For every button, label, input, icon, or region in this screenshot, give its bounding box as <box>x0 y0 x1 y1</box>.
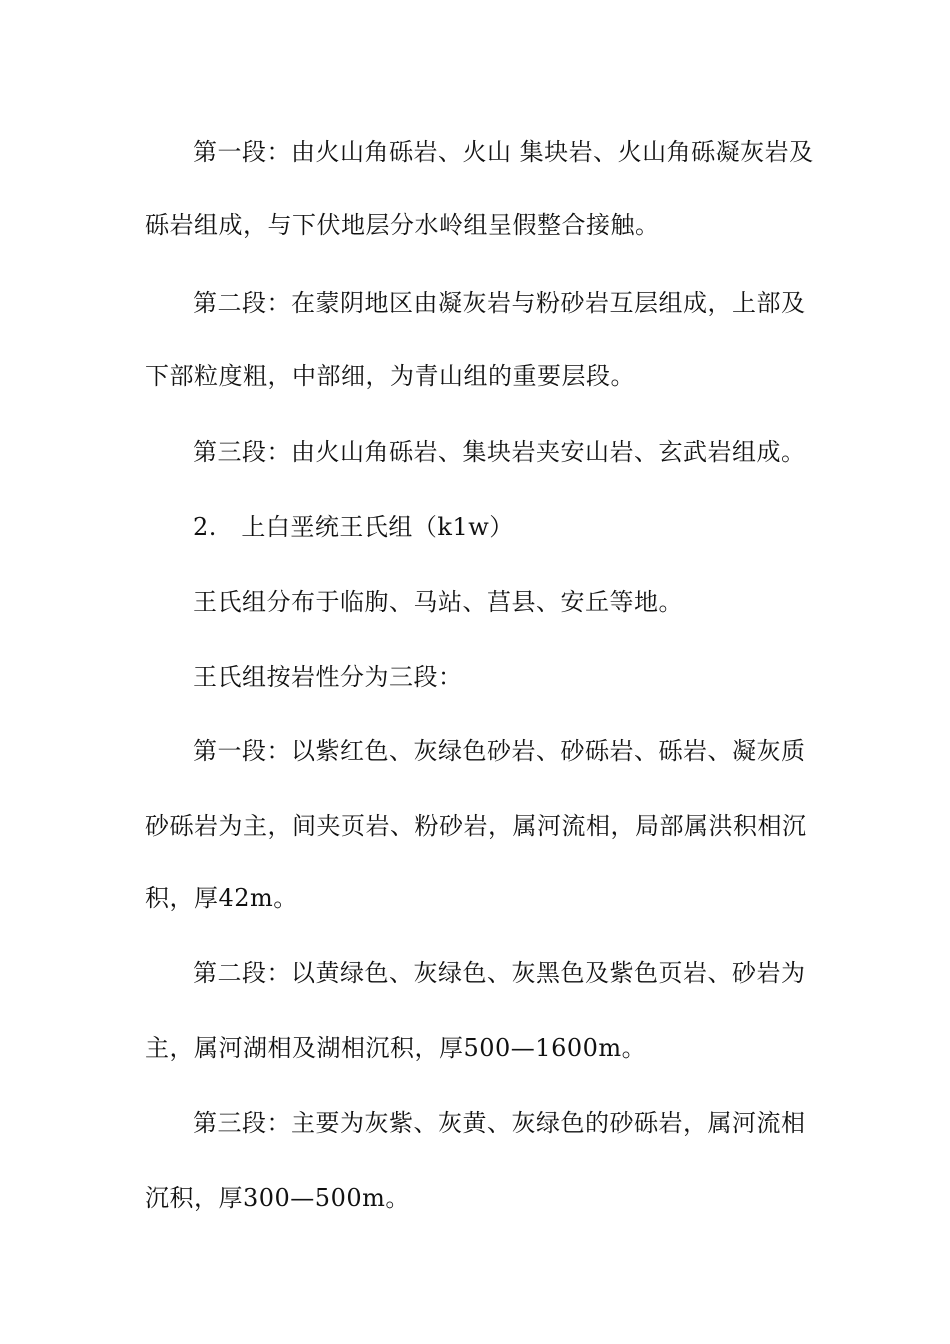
paragraph-line: 第三段：主要为灰紫、灰黄、灰绿色的砂砾岩，属河流相 <box>193 1109 806 1137</box>
paragraph-line: 主，属河湖相及湖相沉积，厚500—1600m。 <box>145 1034 647 1062</box>
paragraph-line: 王氏组分布于临朐、马站、莒县、安丘等地。 <box>193 588 683 616</box>
paragraph-line: 第二段：在蒙阴地区由凝灰岩与粉砂岩互层组成，上部及 <box>193 289 806 317</box>
paragraph-line: 沉积，厚300—500m。 <box>145 1184 410 1212</box>
paragraph-line: 砾岩组成，与下伏地层分水岭组呈假整合接触。 <box>145 211 660 239</box>
paragraph-line: 砂砾岩为主，间夹页岩、粉砂岩，属河流相，局部属洪积相沉 <box>145 812 807 840</box>
section-heading: 2. 上白垩统王氏组（k1w） <box>193 513 514 541</box>
paragraph-line: 第一段：由火山角砾岩、火山 集块岩、火山角砾凝灰岩及 <box>193 138 814 166</box>
paragraph-line: 第一段：以紫红色、灰绿色砂岩、砂砾岩、砾岩、凝灰质 <box>193 737 806 765</box>
paragraph-line: 王氏组按岩性分为三段： <box>193 663 463 691</box>
paragraph-line: 下部粒度粗，中部细，为青山组的重要层段。 <box>145 362 635 390</box>
paragraph-line: 第三段：由火山角砾岩、集块岩夹安山岩、玄武岩组成。 <box>193 438 806 466</box>
paragraph-line: 积，厚42m。 <box>145 884 298 912</box>
paragraph-line: 第二段：以黄绿色、灰绿色、灰黑色及紫色页岩、砂岩为 <box>193 959 806 987</box>
